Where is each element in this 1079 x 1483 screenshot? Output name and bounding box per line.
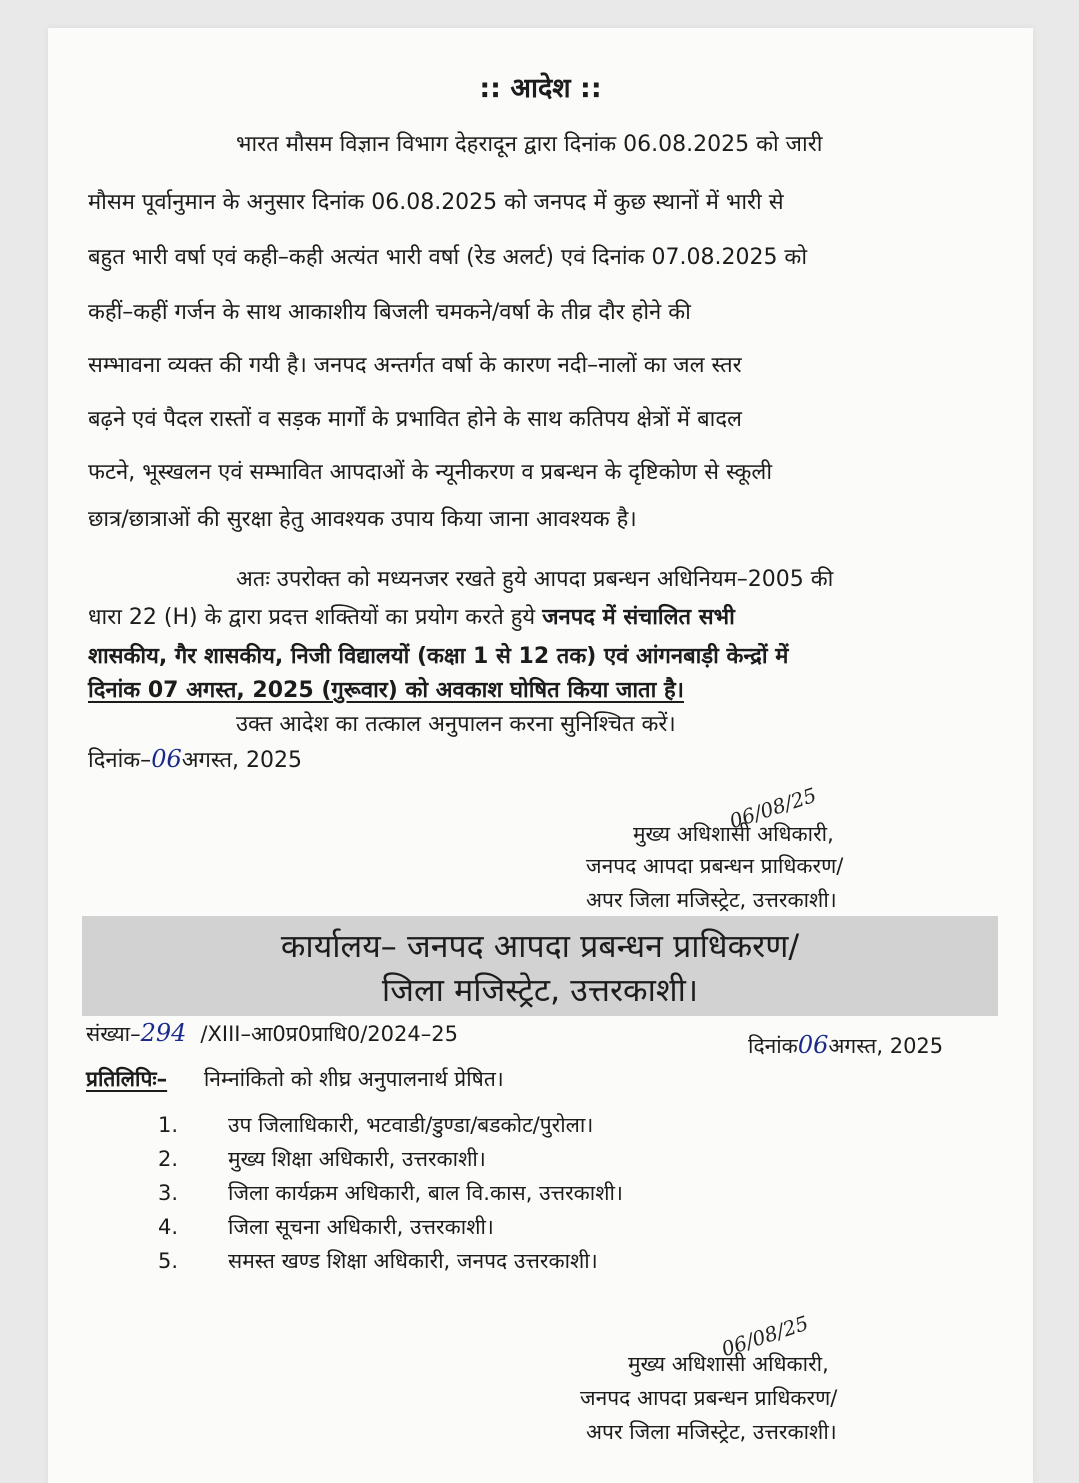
order-heading: :: आदेश :: bbox=[479, 73, 602, 104]
para1-line-7: फटने, भूस्खलन एवं सम्भावित आपदाओं के न्यूनीकरण व प्रबन्धन के दृष्टिकोण से स्कूली bbox=[88, 460, 773, 485]
signature-2-office: अपर जिला मजिस्ट्रेट, उत्तरकाशी। bbox=[586, 1420, 837, 1444]
list-item bbox=[158, 1246, 598, 1276]
copy-to bbox=[86, 1064, 504, 1094]
list-item-number: 5. bbox=[158, 1249, 179, 1273]
banner-line-1: कार्यालय– जनपद आपदा प्रबन्धन प्राधिकरण/ bbox=[280, 927, 800, 965]
reference-number bbox=[86, 1018, 458, 1049]
order-document bbox=[48, 28, 1033, 1483]
banner-line-2: जिला मजिस्ट्रेट, उत्तरकाशी। bbox=[381, 971, 699, 1009]
para2-line-3: शासकीय, गैर शासकीय, निजी विद्यालयों (कक्षा 1 से 12 तक) एवं आंगनबाड़ी केन्द्रों में bbox=[88, 644, 789, 669]
para1-line-8: छात्र/छात्राओं की सुरक्षा हेतु आवश्यक उपाय किया जाना आवश्यक है। bbox=[88, 507, 637, 532]
para1-line-1: भारत मौसम विज्ञान विभाग देहरादून द्वारा दिनांक 06.08.2025 को जारी bbox=[236, 132, 823, 157]
para1-line-6: बढ़ने एवं पैदल रास्तों व सड़क मार्गों के प्रभावित होने के साथ कतिपय क्षेत्रों में बादल bbox=[88, 407, 742, 432]
para1-line-4: कहीं–कहीं गर्जन के साथ आकाशीय बिजली चमकने/वर्षा के तीव्र दौर होने की bbox=[88, 300, 691, 325]
para2-line-2-normal: धारा 22 (H) के द्वारा प्रदत्त शक्तियों का प्रयोग करते हुये bbox=[88, 605, 543, 630]
office-banner bbox=[82, 916, 998, 1016]
list-item-text: जिला कार्यक्रम अधिकारी, बाल वि.कास, उत्तरकाशी। bbox=[228, 1181, 623, 1205]
reference-date-label: दिनांक bbox=[748, 1034, 798, 1058]
signature-2-mark: 06/08/25 bbox=[718, 1310, 812, 1362]
copy-intro: निम्नांकितो को शीघ्र अनुपालनार्थ प्रेषित। bbox=[203, 1067, 504, 1091]
para2-line-1: अतः उपरोक्त को मध्यनजर रखते हुये आपदा प्रबन्धन अधिनियम–2005 की bbox=[236, 567, 834, 592]
signature-1-mark: 06/08/25 bbox=[726, 782, 820, 834]
list-item bbox=[158, 1178, 623, 1208]
reference-code: /XIII–आ0प्र0प्राधि0/2024–25 bbox=[200, 1022, 458, 1046]
list-item-text: उप जिलाधिकारी, भटवाडी/डुण्डा/बडकोट/पुरोला। bbox=[228, 1113, 594, 1137]
list-item-number: 3. bbox=[158, 1181, 179, 1205]
signature-1-authority: जनपद आपदा प्रबन्धन प्राधिकरण/ bbox=[586, 854, 844, 878]
holiday-declaration: दिनांक 07 अगस्त, 2025 (गुरूवार) को अवकाश घोषित किया जाता है। bbox=[88, 678, 684, 703]
reference-date-suffix: अगस्त, 2025 bbox=[828, 1034, 944, 1058]
signature-2-authority: जनपद आपदा प्रबन्धन प्राधिकरण/ bbox=[580, 1386, 838, 1410]
list-item bbox=[158, 1110, 593, 1140]
list-item-text: जिला सूचना अधिकारी, उत्तरकाशी। bbox=[228, 1215, 494, 1239]
para1-line-5: सम्भावना व्यक्त की गयी है। जनपद अन्तर्गत वर्षा के कारण नदी–नालों का जल स्तर bbox=[88, 353, 742, 378]
signature-1-designation: मुख्य अधिशासी अधिकारी, bbox=[633, 822, 834, 846]
date-handwritten: 06 bbox=[151, 745, 182, 773]
list-item-number: 2. bbox=[158, 1147, 179, 1171]
date-suffix: अगस्त, 2025 bbox=[181, 748, 303, 773]
reference-date bbox=[748, 1030, 943, 1061]
compliance-line: उक्त आदेश का तत्काल अनुपालन करना सुनिश्चित करें। bbox=[236, 712, 676, 737]
para2-line-2-bold: जनपद में संचालित सभी bbox=[542, 605, 735, 630]
date-prefix: दिनांक– bbox=[88, 748, 152, 773]
copy-label: प्रतिलिपिः– bbox=[86, 1067, 168, 1091]
reference-label: संख्या– bbox=[86, 1022, 141, 1046]
list-item bbox=[158, 1144, 486, 1174]
signature-1-office: अपर जिला मजिस्ट्रेट, उत्तरकाशी। bbox=[586, 888, 837, 912]
list-item-text: मुख्य शिक्षा अधिकारी, उत्तरकाशी। bbox=[228, 1147, 486, 1171]
list-item-number: 1. bbox=[158, 1113, 179, 1137]
reference-date-handwritten: 06 bbox=[797, 1031, 829, 1059]
para2-line-2 bbox=[88, 603, 735, 633]
signature-2-designation: मुख्य अधिशासी अधिकारी, bbox=[628, 1352, 829, 1376]
list-item-number: 4. bbox=[158, 1215, 179, 1239]
para1-line-2: मौसम पूर्वानुमान के अनुसार दिनांक 06.08.2025 को जनपद में कुछ स्थानों में भारी से bbox=[88, 190, 784, 215]
list-item bbox=[158, 1212, 494, 1242]
para1-line-3: बहुत भारी वर्षा एवं कही–कही अत्यंत भारी वर्षा (रेड अलर्ट) एवं दिनांक 07.08.2025 को bbox=[88, 245, 808, 270]
reference-number-handwritten: 294 bbox=[140, 1019, 187, 1047]
order-date bbox=[88, 744, 302, 776]
list-item-text: समस्त खण्ड शिक्षा अधिकारी, जनपद उत्तरकाशी। bbox=[228, 1249, 598, 1273]
